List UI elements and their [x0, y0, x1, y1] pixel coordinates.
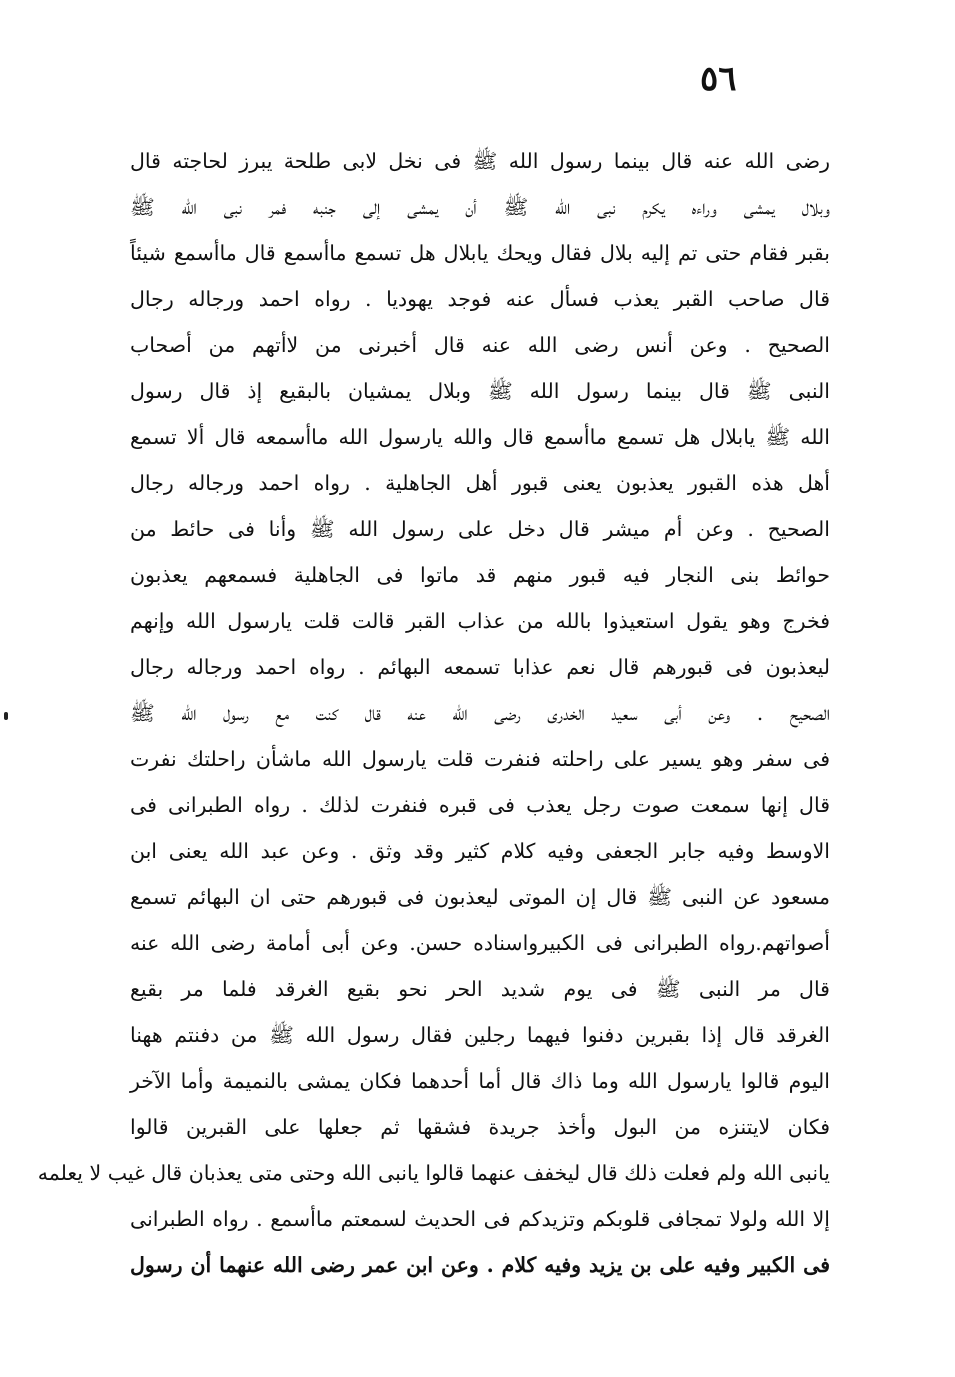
text-line: الله ﷺ يابلال هل تسمع ماأسمع قال والله يارسول الله ماأسمعه قال ألا تسمع — [130, 425, 830, 449]
text-line: إلا الله ولولا تمجافى قلوبكم وتزيدكم فى الحديث لسمعتم ماأسمع . رواه الطبرانى — [130, 1207, 830, 1231]
text-line: أهل هذه القبور يعذبون يعنى قبور أهل الجاهلية . رواه احمد ورجاله رجال — [130, 471, 830, 495]
text-line: الصحيح . وعن أبى سعيد الخدرى رضى الله عنه قال كنت مع رسول الله ﷺ — [130, 701, 830, 725]
page-number: ٥٦ — [700, 59, 737, 99]
text-line: اليوم قالوا يارسول الله وما ذاك قال أما أحدهما فكان يمشى بالنميمة وأما الآخر — [130, 1069, 830, 1093]
text-line: الصحيح . وعن أنس رضى الله عنه قال أخبرنى من لاأتهم من أصحاب — [130, 333, 830, 357]
text-line: الغرقد قال إذا بقبرين دفنوا فيهما رجلين فقال رسول الله ﷺ من دفنتم ههنا — [130, 1023, 830, 1047]
text-line: الاوسط وفيه جابر الجعفى وفيه كلام كثير وقد وثق . وعن عبد الله يعنى ابن — [130, 839, 830, 863]
hadith-text-block — [37, 138, 830, 1288]
text-line: رضى الله عنه قال بينما رسول الله ﷺ فى نخل لابى طلحة يبرز لحاجته قال — [130, 149, 830, 173]
text-line: النبى ﷺ قال بينما رسول الله ﷺ وبلال يمشيان بالبقيع إذ قال رسول — [130, 379, 830, 403]
text-line: الصحيح . وعن أم ميشر قال دخل على رسول الله ﷺ وأنا فى حائط من — [130, 517, 830, 541]
text-line: بقبر فقام حتى تم إليه بلال فقال ويحك يابلال هل تسمع ماأسمع قال ماأسمع شيئاً — [130, 241, 830, 265]
text-line: قال صاحب القبر يعذب فسأل عنه فوجد يهوديا . رواه احمد ورجاله رجال — [130, 287, 830, 311]
text-line: يانبى الله ولم فعلت ذلك قال ليخفف عنهما قالوا يانبى الله وحتى متى يعذبان قال غيب لا يعلمه — [37, 1161, 830, 1185]
text-line: حوائط بنى النجار فيه قبور منهم قد ماتوا فى الجاهلية فسمعهم يعذبون — [130, 563, 830, 587]
text-line: ليعذبون فى قبورهم قال نعم عذابا تسمعه البهائم . رواه احمد ورجاله رجال — [130, 655, 830, 679]
text-line: قال إنها سمعت صوت رجل يعذب فى قبره فنفرت لذلك . رواه الطبرانى فى — [130, 793, 830, 817]
text-line: فى الكبير وفيه على بن يزيد وفيه كلام . وعن ابن عمر رضى الله عنهما أن رسول — [130, 1253, 830, 1277]
text-line: قال مر النبى ﷺ فى يوم شديد الحر نحو بقيع الغرقد فلما مر بقيع — [130, 977, 830, 1001]
text-line: فخرج وهو يقول استعيذوا بالله من عذاب القبر قالت قلت يارسول الله وإنهم — [130, 609, 830, 633]
text-line: مسعود عن النبى ﷺ قال إن الموتى ليعذبون فى قبورهم حتى ان البهائم تسمع — [130, 885, 830, 909]
scan-speck — [4, 712, 8, 720]
text-line: وبلال يمشى وراءه يكرم نبى الله ﷺ أن يمشى إلى جنبه فمر نبى الله ﷺ — [130, 195, 830, 219]
text-line: فى سفر وهو يسير على راحلته فنفرت قلت يارسول الله ماشأن راحلتك نفرت — [130, 747, 830, 771]
text-line: أصواتهم.رواه الطبرانى فى الكبيرواسناده حسن. وعن أبى أمامة رضى الله عنه — [130, 931, 830, 955]
text-line: فكان لايتنزه من البول وأخذ جريدة فشقها ثم جعلها على القبرين قالوا — [130, 1115, 830, 1139]
